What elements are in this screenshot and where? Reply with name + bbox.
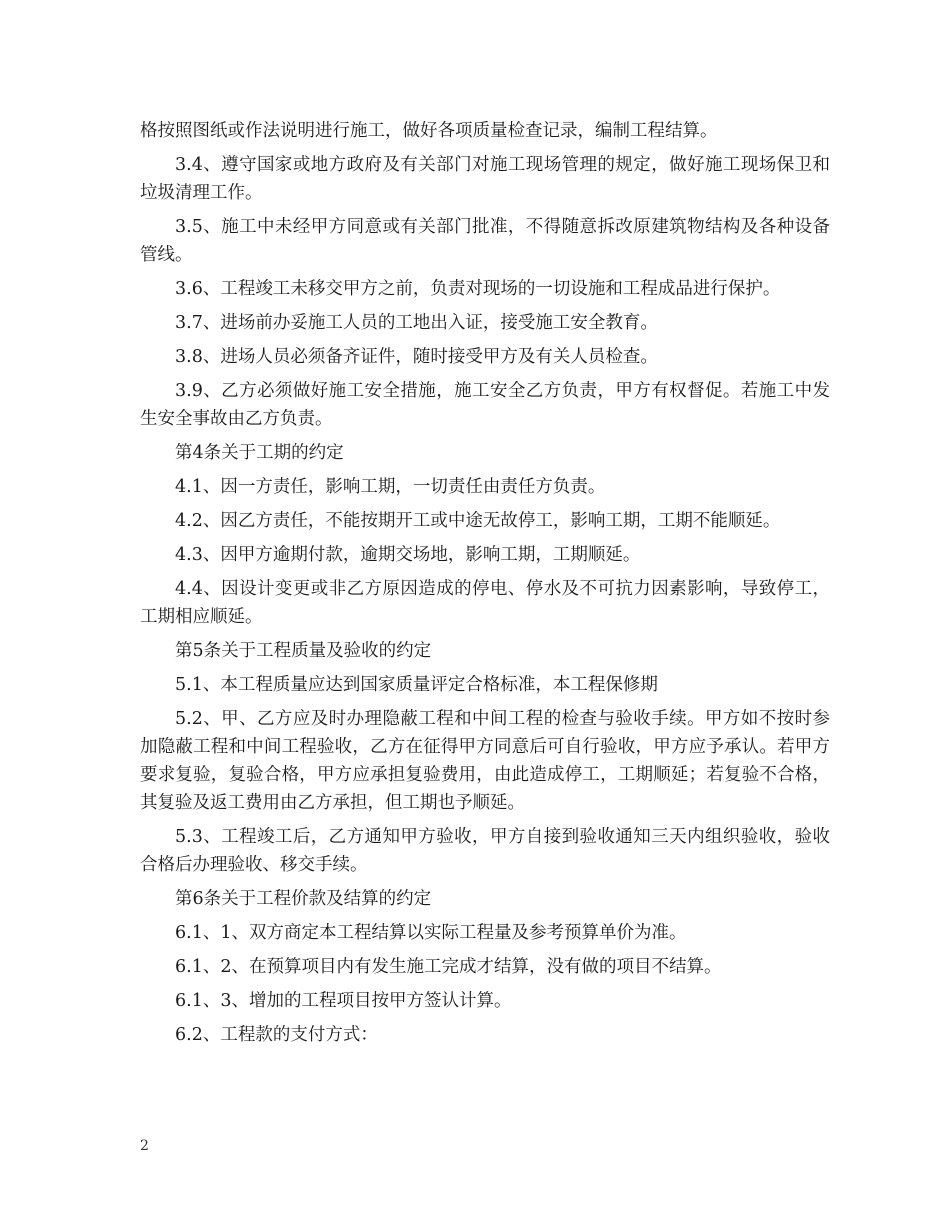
clause-4-2: 4.2、因乙方责任，不能按期开工或中途无故停工，影响工期，工期不能顺延。 [175,511,781,531]
clause-4-1: 4.1、因一方责任，影响工期，一切责任由责任方负责。 [175,477,606,497]
clause-6-2: 6.2、工程款的支付方式： [175,1025,378,1045]
clause-4-4: 4.4、因设计变更或非乙方原因造成的停电、停水及不可抗力因素影响，导致停工，工期相应顺延。 [140,579,830,627]
clause-6-1-2: 6.1、2、在预算项目内有发生施工完成才结算，没有做的项目不结算。 [175,957,722,977]
clause-3-6: 3.6、工程竣工未移交甲方之前，负责对现场的一切设施和工程成品进行保护。 [175,279,781,299]
clause-3-8: 3.8、进场人员必须备齐证件，随时接受甲方及有关人员检查。 [175,347,658,367]
page-number: 2 [140,1138,149,1154]
clause-6-1-3: 6.1、3、增加的工程项目按甲方签认计算。 [175,991,512,1011]
clause-3-5: 3.5、施工中未经甲方同意或有关部门批准，不得随意拆改原建筑物结构及各种设备管线。 [140,217,830,265]
article-5-heading: 第5条关于工程质量及验收的约定 [175,641,432,661]
clause-5-2: 5.2、甲、乙方应及时办理隐蔽工程和中间工程的检查与验收手续。甲方如不按时参加隐蔽工程和中间工程验收，乙方在征得甲方同意后可自行验收，甲方应予承认。若甲方要求复验，复验合格，甲方应承担复验费用，由此造成停工，工期顺延；若复验不合格，其复验及返工费用由乙方承担，但工期也予顺延。 [140,709,830,813]
clause-3-7: 3.7、进场前办妥施工人员的工地出入证，接受施工安全教育。 [175,313,658,333]
clause-5-1: 5.1、本工程质量应达到国家质量评定合格标准，本工程保修期 [175,675,658,695]
article-6-heading: 第6条关于工程价款及结算的约定 [175,889,432,909]
clause-5-3: 5.3、工程竣工后，乙方通知甲方验收，甲方自接到验收通知三天内组织验收，验收合格后办理验收、移交手续。 [140,827,830,875]
paragraph-continued: 格按照图纸或作法说明进行施工，做好各项质量检查记录，编制工程结算。 [140,121,718,141]
article-4-heading: 第4条关于工期的约定 [175,443,344,463]
document-body [140,117,830,1055]
clause-6-1-1: 6.1、1、双方商定本工程结算以实际工程量及参考预算单价为准。 [175,923,687,943]
clause-4-3: 4.3、因甲方逾期付款，逾期交场地，影响工期，工期顺延。 [175,545,641,565]
clause-3-9: 3.9、乙方必须做好施工安全措施，施工安全乙方负责，甲方有权督促。若施工中发生安全事故由乙方负责。 [140,381,830,429]
clause-3-4: 3.4、遵守国家或地方政府及有关部门对施工现场管理的规定，做好施工现场保卫和垃圾清理工作。 [140,155,830,203]
